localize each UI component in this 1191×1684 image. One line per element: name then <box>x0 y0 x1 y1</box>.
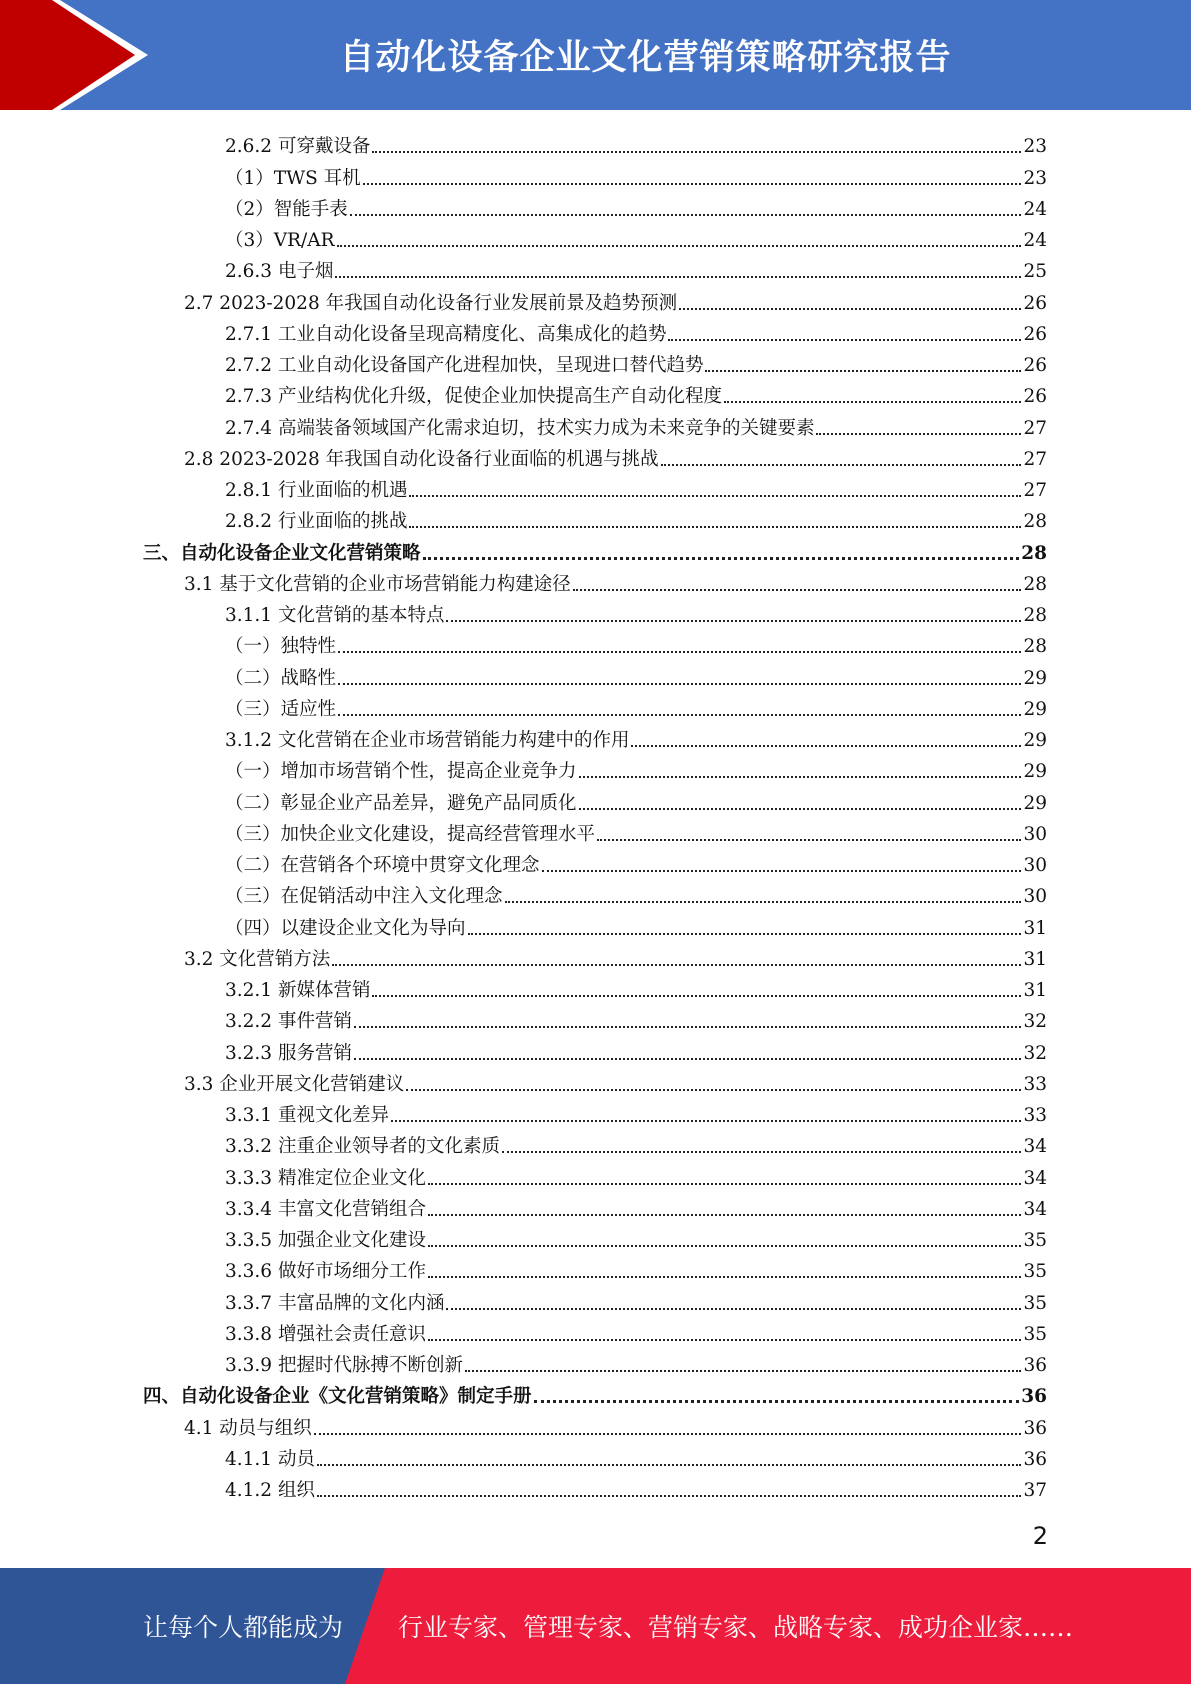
toc-entry-page: 28 <box>1021 542 1047 564</box>
toc-entry-title: 3.1.1 文化营销的基本特点 <box>225 605 445 626</box>
toc-entry[interactable] <box>0 377 1191 408</box>
toc-entry-title: 4.1 动员与组织 <box>184 1417 312 1439</box>
toc-entry[interactable] <box>0 1315 1191 1346</box>
toc-dot-leader <box>428 1214 1021 1216</box>
toc-dot-leader <box>573 589 1022 591</box>
toc-entry-page: 24 <box>1023 230 1047 251</box>
toc-entry-title: 2.7.2 工业自动化设备国产化进程加快，呈现进口替代趋势 <box>225 355 704 376</box>
toc-dot-leader <box>668 339 1021 341</box>
toc-entry[interactable] <box>0 1096 1191 1127</box>
table-of-contents <box>0 127 1191 1502</box>
toc-entry-page: 25 <box>1023 261 1047 283</box>
toc-dot-leader <box>428 1183 1021 1185</box>
toc-entry-title: 3.3.3 精准定位企业文化 <box>225 1167 426 1189</box>
toc-entry-title: 2.8.2 行业面临的挑战 <box>225 511 408 533</box>
toc-entry[interactable] <box>0 627 1191 658</box>
toc-dot-leader <box>332 964 1021 966</box>
toc-entry[interactable] <box>0 752 1191 783</box>
toc-dot-leader <box>406 1089 1021 1091</box>
toc-dot-leader <box>428 1276 1021 1278</box>
toc-entry-title: 3.3.2 注重企业领导者的文化素质 <box>225 1136 500 1158</box>
toc-entry-page: 28 <box>1023 605 1047 626</box>
toc-entry-page: 30 <box>1023 886 1047 908</box>
toc-entry-title: （二）彰显企业产品差异，避免产品同质化 <box>225 792 577 814</box>
toc-entry-page: 36 <box>1021 1386 1047 1408</box>
toc-dot-leader <box>816 433 1021 435</box>
toc-entry-title: 2.6.2 可穿戴设备 <box>225 136 371 158</box>
header-red-chevron-icon <box>0 0 150 110</box>
toc-entry[interactable] <box>0 502 1191 533</box>
toc-entry-title: 三、自动化设备企业文化营销策略 <box>143 542 421 564</box>
toc-entry-page: 24 <box>1023 198 1047 220</box>
toc-dot-leader <box>317 1464 1022 1466</box>
toc-entry-title: （一）增加市场营销个性，提高企业竞争力 <box>225 761 577 783</box>
footer-slogan-right: 行业专家、管理专家、营销专家、战略专家、成功企业家…… <box>398 1613 1074 1642</box>
toc-entry-page: 28 <box>1023 511 1047 533</box>
toc-entry-page: 37 <box>1023 1480 1047 1501</box>
toc-entry-title: 2.7.3 产业结构优化升级，促使企业加快提高生产自动化程度 <box>225 386 722 408</box>
toc-entry-title: 2.7 2023-2028 年我国自动化设备行业发展前景及趋势预测 <box>184 292 678 314</box>
toc-entry-title: 2.8 2023-2028 年我国自动化设备行业面临的机遇与挑战 <box>184 448 659 470</box>
toc-entry-title: 2.6.3 电子烟 <box>225 261 334 283</box>
toc-entry-page: 28 <box>1023 573 1047 595</box>
toc-entry-page: 27 <box>1023 448 1047 470</box>
toc-entry[interactable] <box>0 846 1191 877</box>
toc-entry-page: 35 <box>1023 1230 1047 1251</box>
toc-entry[interactable] <box>0 408 1191 439</box>
toc-entry[interactable] <box>0 1377 1191 1408</box>
toc-entry[interactable] <box>0 283 1191 314</box>
toc-dot-leader <box>338 714 1021 716</box>
toc-entry[interactable] <box>0 971 1191 1002</box>
toc-entry-title: （二）在营销各个环境中贯穿文化理念 <box>225 855 540 876</box>
toc-dot-leader <box>372 151 1021 153</box>
toc-dot-leader <box>363 183 1022 185</box>
toc-entry[interactable] <box>0 877 1191 908</box>
toc-entry-title: 3.3.9 把握时代脉搏不断创新 <box>225 1355 463 1376</box>
footer-slogan-left: 让每个人都能成为 <box>143 1613 344 1642</box>
toc-entry-page: 27 <box>1023 417 1047 439</box>
toc-dot-leader <box>337 245 1022 247</box>
toc-dot-leader <box>428 1339 1021 1341</box>
toc-entry[interactable] <box>0 533 1191 564</box>
toc-entry-page: 33 <box>1023 1073 1047 1095</box>
toc-entry[interactable] <box>0 127 1191 158</box>
toc-entry-page: 36 <box>1023 1448 1047 1470</box>
toc-dot-leader <box>446 620 1021 622</box>
toc-dot-leader <box>317 1495 1022 1497</box>
toc-dot-leader <box>409 526 1021 528</box>
toc-entry[interactable] <box>0 440 1191 471</box>
toc-entry-title: （1）TWS 耳机 <box>225 167 361 189</box>
toc-dot-leader <box>338 651 1021 653</box>
toc-entry-page: 31 <box>1023 917 1047 939</box>
toc-dot-leader <box>423 557 1020 560</box>
toc-entry-page: 35 <box>1023 1261 1047 1283</box>
toc-dot-leader <box>354 1058 1022 1060</box>
toc-entry-page: 31 <box>1023 948 1047 970</box>
toc-entry-page: 26 <box>1023 292 1047 314</box>
toc-entry-page: 23 <box>1023 167 1047 189</box>
toc-dot-leader <box>350 214 1022 216</box>
toc-dot-leader <box>505 901 1022 903</box>
page-footer <box>0 1568 1191 1684</box>
toc-entry-title: （二）战略性 <box>225 667 337 689</box>
toc-entry[interactable] <box>0 908 1191 939</box>
toc-entry-page: 28 <box>1023 636 1047 658</box>
toc-entry[interactable] <box>0 721 1191 752</box>
toc-entry[interactable] <box>0 1033 1191 1064</box>
toc-entry-page: 34 <box>1023 1136 1047 1158</box>
toc-entry-page: 29 <box>1023 730 1047 751</box>
toc-dot-leader <box>679 308 1021 310</box>
toc-dot-leader <box>534 1400 1020 1403</box>
toc-entry-title: （三）在促销活动中注入文化理念 <box>225 886 503 908</box>
toc-entry[interactable] <box>0 190 1191 221</box>
toc-entry-title: 2.7.4 高端装备领域国产化需求迫切，技术实力成为未来竞争的关键要素 <box>225 417 815 439</box>
toc-entry[interactable] <box>0 658 1191 689</box>
toc-entry-title: 3.3 企业开展文化营销建议 <box>184 1073 405 1095</box>
toc-entry-page: 32 <box>1023 1011 1047 1033</box>
toc-dot-leader <box>409 495 1021 497</box>
toc-entry[interactable] <box>0 1346 1191 1377</box>
toc-entry-page: 29 <box>1023 698 1047 720</box>
toc-entry-title: 2.8.1 行业面临的机遇 <box>225 480 408 501</box>
toc-entry[interactable] <box>0 783 1191 814</box>
toc-entry[interactable] <box>0 565 1191 596</box>
toc-entry[interactable] <box>0 315 1191 346</box>
toc-entry-title: 3.2.3 服务营销 <box>225 1042 352 1064</box>
toc-entry-title: 3.3.6 做好市场细分工作 <box>225 1261 426 1283</box>
toc-entry[interactable] <box>0 596 1191 627</box>
toc-dot-leader <box>579 776 1022 778</box>
toc-dot-leader <box>579 808 1022 810</box>
toc-entry-title: （3）VR/AR <box>225 230 335 251</box>
toc-dot-leader <box>661 464 1022 466</box>
toc-entry[interactable] <box>0 158 1191 189</box>
toc-entry-title: 3.3.7 丰富品牌的文化内涵 <box>225 1292 445 1314</box>
toc-dot-leader <box>335 276 1021 278</box>
toc-entry-title: 3.1.2 文化营销在企业市场营销能力构建中的作用 <box>225 730 630 751</box>
toc-entry-title: 3.3.4 丰富文化营销组合 <box>225 1198 426 1220</box>
toc-entry-title: （四）以建设企业文化为导向 <box>225 917 466 939</box>
toc-entry-title: （一）独特性 <box>225 636 337 658</box>
toc-entry-page: 34 <box>1023 1167 1047 1189</box>
toc-entry[interactable] <box>0 1408 1191 1439</box>
toc-dot-leader <box>542 870 1022 872</box>
toc-entry-title: （三）适应性 <box>225 698 337 720</box>
toc-entry-title: 3.2.1 新媒体营销 <box>225 980 371 1001</box>
toc-entry[interactable] <box>0 471 1191 502</box>
toc-dot-leader <box>314 1433 1022 1435</box>
toc-dot-leader <box>597 839 1021 841</box>
toc-entry[interactable] <box>0 221 1191 252</box>
toc-dot-leader <box>338 683 1021 685</box>
toc-entry[interactable] <box>0 1158 1191 1189</box>
toc-entry[interactable] <box>0 1283 1191 1314</box>
toc-dot-leader <box>354 1026 1022 1028</box>
toc-entry-title: （2）智能手表 <box>225 198 348 220</box>
page-number: 2 <box>1032 1522 1048 1550</box>
toc-entry[interactable] <box>0 815 1191 846</box>
toc-dot-leader <box>502 1151 1021 1153</box>
toc-entry[interactable] <box>0 1065 1191 1096</box>
toc-dot-leader <box>724 401 1021 403</box>
toc-entry-page: 32 <box>1023 1042 1047 1064</box>
toc-entry-title: 4.1.1 动员 <box>225 1448 315 1470</box>
toc-entry-page: 36 <box>1023 1355 1047 1376</box>
toc-entry[interactable] <box>0 252 1191 283</box>
toc-entry[interactable] <box>0 1252 1191 1283</box>
toc-entry-title: 3.2 文化营销方法 <box>184 948 331 970</box>
toc-entry[interactable] <box>0 1002 1191 1033</box>
toc-entry-title: （三）加快企业文化建设，提高经营管理水平 <box>225 823 596 845</box>
toc-entry-page: 34 <box>1023 1198 1047 1220</box>
toc-entry[interactable] <box>0 690 1191 721</box>
report-title: 自动化设备企业文化营销策略研究报告 <box>339 38 952 78</box>
toc-entry-page: 27 <box>1023 480 1047 501</box>
toc-entry-page: 30 <box>1023 855 1047 876</box>
toc-entry-page: 35 <box>1023 1323 1047 1345</box>
toc-entry[interactable] <box>0 1221 1191 1252</box>
toc-dot-leader <box>465 1370 1021 1372</box>
toc-entry-page: 29 <box>1023 761 1047 783</box>
toc-entry-title: 3.2.2 事件营销 <box>225 1011 352 1033</box>
toc-entry[interactable] <box>0 1471 1191 1502</box>
toc-entry[interactable] <box>0 1190 1191 1221</box>
toc-entry-page: 35 <box>1023 1292 1047 1314</box>
toc-entry-page: 29 <box>1023 792 1047 814</box>
toc-entry-page: 26 <box>1023 386 1047 408</box>
toc-entry-title: 2.7.1 工业自动化设备呈现高精度化、高集成化的趋势 <box>225 323 667 345</box>
toc-dot-leader <box>428 1245 1021 1247</box>
toc-entry-title: 4.1.2 组织 <box>225 1480 315 1501</box>
page-header <box>0 0 1191 110</box>
toc-dot-leader <box>705 370 1021 372</box>
toc-entry-page: 31 <box>1023 980 1047 1001</box>
toc-entry-page: 23 <box>1023 136 1047 158</box>
toc-dot-leader <box>372 995 1021 997</box>
toc-dot-leader <box>446 1308 1021 1310</box>
toc-entry[interactable] <box>0 1127 1191 1158</box>
toc-entry-title: 3.3.1 重视文化差异 <box>225 1105 389 1126</box>
toc-entry-page: 26 <box>1023 355 1047 376</box>
toc-entry[interactable] <box>0 940 1191 971</box>
toc-entry-title: 四、自动化设备企业《文化营销策略》制定手册 <box>143 1386 532 1408</box>
toc-dot-leader <box>631 745 1021 747</box>
toc-entry-title: 3.3.8 增强社会责任意识 <box>225 1323 426 1345</box>
toc-entry-page: 29 <box>1023 667 1047 689</box>
toc-dot-leader <box>468 933 1022 935</box>
toc-entry-page: 26 <box>1023 323 1047 345</box>
toc-entry[interactable] <box>0 1440 1191 1471</box>
toc-dot-leader <box>391 1120 1021 1122</box>
toc-entry-page: 33 <box>1023 1105 1047 1126</box>
toc-entry-title: 3.3.5 加强企业文化建设 <box>225 1230 426 1251</box>
toc-entry-page: 36 <box>1023 1417 1047 1439</box>
toc-entry-page: 30 <box>1023 823 1047 845</box>
toc-entry-title: 3.1 基于文化营销的企业市场营销能力构建途径 <box>184 573 571 595</box>
toc-entry[interactable] <box>0 346 1191 377</box>
